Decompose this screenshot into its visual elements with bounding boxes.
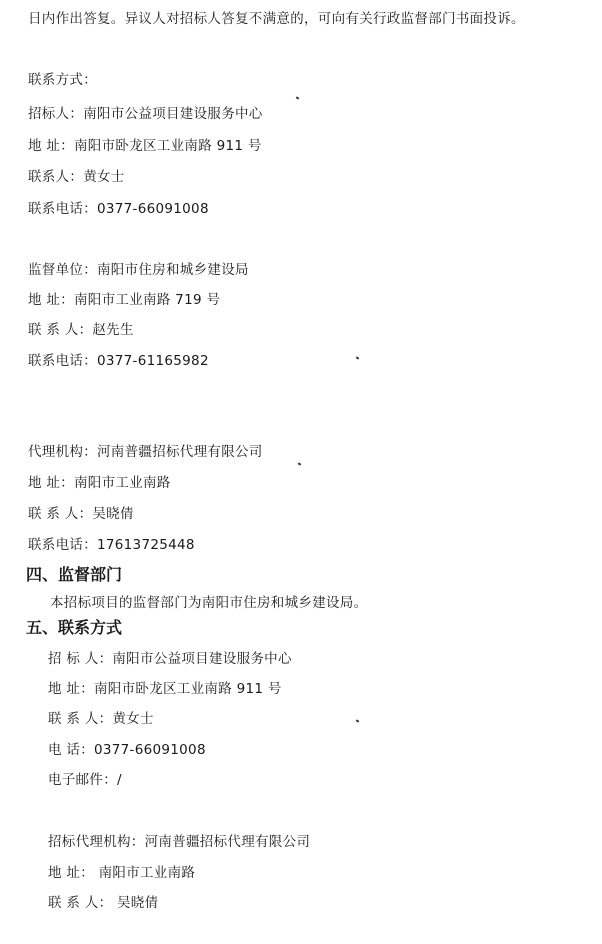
contact-block-title: 联系方式： [28, 72, 97, 88]
agency-phone: 联系电话：17613725448 [28, 537, 195, 553]
section5-phone: 电 话：0377-66091008 [48, 742, 206, 758]
section5-agency-contact: 联 系 人： 吴晓倩 [48, 895, 159, 911]
section5-agency: 招标代理机构：河南普疆招标代理有限公司 [48, 834, 311, 850]
section4-body: 本招标项目的监督部门为南阳市住房和城乡建设局。 [50, 595, 368, 611]
agency-address: 地 址：南阳市工业南路 [28, 475, 171, 491]
section5-heading: 五、联系方式 [26, 618, 123, 637]
intro-tail-text: 日内作出答复。异议人对招标人答复不满意的，可向有关行政监督部门书面投诉。 [28, 11, 525, 27]
contact-tenderer: 招标人：南阳市公益项目建设服务中心 [28, 106, 263, 122]
supervisor-unit: 监督单位：南阳市住房和城乡建设局 [28, 262, 249, 278]
section5-agency-address: 地 址： 南阳市工业南路 [48, 865, 196, 881]
supervisor-contact: 联 系 人：赵先生 [28, 322, 134, 338]
scan-speck [356, 719, 360, 722]
section5-address: 地 址：南阳市卧龙区工业南路 911 号 [48, 681, 282, 697]
contact-address: 地 址：南阳市卧龙区工业南路 911 号 [28, 138, 262, 154]
agency-name: 代理机构：河南普疆招标代理有限公司 [28, 444, 263, 460]
agency-contact: 联 系 人：吴晓倩 [28, 506, 134, 522]
supervisor-address: 地 址：南阳市工业南路 719 号 [28, 292, 221, 308]
scan-speck [298, 462, 302, 465]
scan-speck [356, 356, 360, 359]
contact-person: 联系人：黄女士 [28, 169, 125, 185]
section5-contact: 联 系 人：黄女士 [48, 711, 154, 727]
contact-phone: 联系电话：0377-66091008 [28, 201, 209, 217]
section5-email: 电子邮件：/ [48, 772, 122, 788]
section4-heading: 四、监督部门 [26, 565, 123, 584]
scan-speck [296, 96, 300, 99]
supervisor-phone: 联系电话：0377-61165982 [28, 353, 209, 369]
section5-tenderer: 招 标 人：南阳市公益项目建设服务中心 [48, 651, 292, 667]
